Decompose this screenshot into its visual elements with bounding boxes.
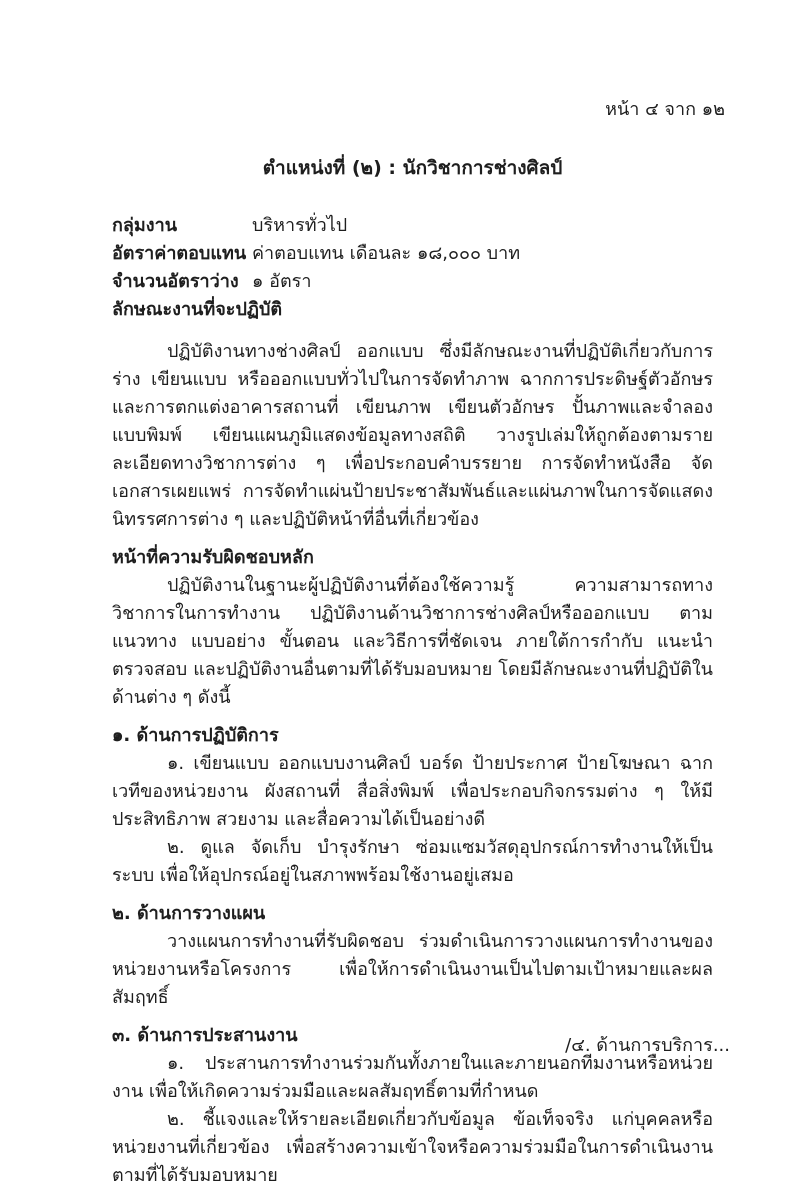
page-number: หน้า ๔ จาก ๑๒ [605,99,725,120]
detail-value: ๑ อัตรา [252,271,312,292]
section-list-item: ๒. ชี้แจงและให้รายละเอียดเกี่ยวกับข้อมูล ข้อเท็จจริง แก่บุคคลหรือหน่วยงานที่เกี่ยวข้อง เพื่อสร้างความเข้าใจหรือความร่วมมือในการดำเนินงานตามที่ได้รับมอบหมาย [112,1109,713,1186]
detail-row-vacancies [112,268,713,296]
detail-label: อัตราค่าตอบแทน [112,243,247,264]
section-heading: ๑. ด้านการปฏิบัติการ [112,725,279,746]
page-title: ตำแหน่งที่ (๒) : นักวิชาการช่างศิลป์ [262,157,563,179]
section-heading: ๓. ด้านการประสานงาน [112,1025,298,1046]
section-list-item: ๑. เขียนแบบ ออกแบบงานศิลป์ บอร์ด ป้ายประกาศ ป้ายโฆษณา ฉาก เวทีของหน่วยงาน ผังสถานที่ สื่อสิ่งพิมพ์ เพื่อประกอบกิจกรรมต่าง ๆ ให้มีประสิทธิภาพ สวยงาม และสื่อความได้เป็นอย่างดี [112,753,713,830]
detail-label: กลุ่มงาน [112,215,177,236]
section-heading: ๒. ด้านการวางแผน [112,903,266,924]
section-paragraph: ปฏิบัติงานทางช่างศิลป์ ออกแบบ ซึ่งมีลักษณะงานที่ปฏิบัติเกี่ยวกับการร่าง เขียนแบบ หรือออกแบบทั่วไปในการจัดทำภาพ ฉากการประดิษฐ์ตัวอักษร และการตกแต่งอาคารสถานที่ เขียนภาพ เขียนตัวอักษร ปั้นภาพและจำลอง แบบพิมพ์ เขียนแผนภูมิแสดงข้อมูลทางสถิติ วางรูปเล่มให้ถูกต้องตามรายละเอียดทางวิชาการต่าง ๆ เพื่อประกอบคำบรรยาย การจัดทำหนังสือ จัดเอกสารเผยแพร่ การจัดทำแผ่นป้ายประชาสัมพันธ์และแผ่นภาพในการจัดแสดงนิทรรศการต่าง ๆ และปฏิบัติหน้าที่อื่นที่เกี่ยวข้อง [112,341,713,530]
section-planning [112,900,713,1012]
section-list-item: ๒. ดูแล จัดเก็บ บำรุงรักษา ซ่อมแซมวัสดุอุปกรณ์การทำงานให้เป็นระบบ เพื่อให้อุปกรณ์อยู่ในสภาพพร้อมใช้งานอยู่เสมอ [112,837,713,886]
section-heading: ลักษณะงานที่จะปฏิบัติ [112,299,283,320]
footer-continuation-note: /๔. ด้านการบริการ... [565,1035,730,1056]
position-details [112,212,713,296]
section-job-characteristics [112,296,713,534]
section-list-item: ๑. ประสานการทำงานร่วมกันทั้งภายในและภายนอกทีมงานหรือหน่วยงาน เพื่อให้เกิดความร่วมมือและผลสัมฤทธิ์ตามที่กำหนด [112,1053,713,1102]
section-heading: หน้าที่ความรับผิดชอบหลัก [112,547,314,568]
detail-row-work-group [112,212,713,240]
detail-label: จำนวนอัตราว่าง [112,271,239,292]
detail-value: บริหารทั่วไป [252,215,348,236]
detail-value: ค่าตอบแทน เดือนละ ๑๘,๐๐๐ บาท [252,243,521,264]
detail-row-compensation [112,240,713,268]
section-paragraph: ปฏิบัติงานในฐานะผู้ปฏิบัติงานที่ต้องใช้ความรู้ ความสามารถทางวิชาการในการทำงาน ปฏิบัติงานด้านวิชาการช่างศิลป์หรือออกแบบ ตามแนวทาง แบบอย่าง ขั้นตอน และวิธีการที่ชัดเจน ภายใต้การกำกับ แนะนำ ตรวจสอบ และปฏิบัติงานอื่นตามที่ได้รับมอบหมาย โดยมีลักษณะงานที่ปฏิบัติในด้านต่าง ๆ ดังนี้ [112,575,713,708]
section-main-responsibilities [112,544,713,712]
section-operations [112,722,713,890]
section-paragraph: วางแผนการทำงานที่รับผิดชอบ ร่วมดำเนินการวางแผนการทำงานของหน่วยงานหรือโครงการ เพื่อให้การดำเนินงานเป็นไปตามเป้าหมายและผลสัมฤทธิ์ [112,931,713,1008]
